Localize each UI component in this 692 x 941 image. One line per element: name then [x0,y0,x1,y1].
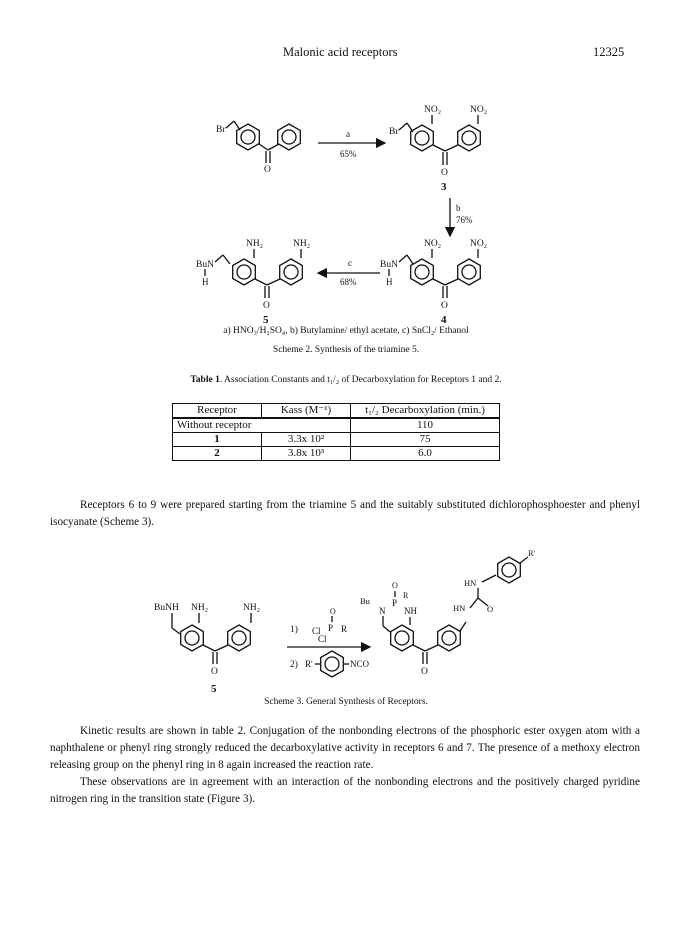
compound-number: 5 [263,314,269,326]
carbonyl-o: O [211,667,218,677]
reactant-benzophenone [216,121,300,175]
running-title: Malonic acid receptors [283,45,398,59]
bun-label: BuN [196,260,214,270]
header-half-life: t₁/₂ Decarboxylation (min.) [351,404,500,419]
nh2-label: NH₂ [243,603,261,613]
r-prime-label: R' [528,548,536,558]
arrow-a-reagent: a [346,129,350,139]
reagent-1-p: P [328,623,334,633]
nh2-label: NH₂ [191,603,209,613]
table-1 [172,403,500,461]
phosphoryl-o: O [392,581,398,590]
paragraph-2: Kinetic results are shown in table 2. Conjugation of the nonbonding electrons of the phosphoric ester oxygen atom with a naphthalene or phenyl ring strongly reduced the decarboxylative activity in receptors 6 and 7. The presence of a methoxy electron releasing group on the phenyl ring in 8 again increased the reaction rate. [50,725,640,771]
carbonyl-o: O [421,667,428,677]
step-2-label: 2) [290,660,298,670]
ring-n: N [379,606,386,616]
compound-5 [196,239,310,326]
reagent-1-cl: Cl [318,634,327,644]
page-number: 12325 [593,45,625,59]
arrow-b-yield: 76% [456,215,473,225]
reagent-1-cl: Cl [312,626,321,636]
arrow-a-yield: 65% [340,149,357,159]
arrow-b-reagent: b [456,203,461,213]
table-label: Table 1 [190,375,220,385]
reagent-1-r: R [341,624,348,634]
nh2-label: NH₂ [293,239,311,249]
carbonyl-o: O [441,168,448,178]
arrow-c-yield: 68% [340,277,357,287]
scheme-2-conditions: a) HNO₃/H₂SO₄, b) Butylamine/ ethyl acetate, c) SnCl₂/ Ethanol [223,326,469,336]
header-kass: Kass (M⁻¹) [262,404,351,419]
carbonyl-o: O [264,165,271,175]
cell-kass: 3.3x 10² [262,433,351,447]
receptor-product [360,548,536,677]
reagent-1-o: O [330,607,336,616]
scheme-3 [0,550,692,700]
no2-label: NO₂ [470,239,488,249]
compound-number: 5 [211,683,217,695]
urea-hn: HN [464,578,477,588]
cell-receptor: 1 [173,433,262,447]
compound-3 [389,105,487,193]
bun-label: BuN [380,260,398,270]
nh2-label: NH₂ [246,239,264,249]
scheme-3-compound-5 [154,603,260,695]
carbonyl-o: O [263,301,270,311]
ring-r: R [403,591,409,600]
scheme-2-caption: Scheme 2. Synthesis of the triamine 5. [272,345,420,355]
no2-label: NO₂ [470,105,488,115]
bunh-label: BuNH [154,603,179,613]
table-row [173,433,500,447]
paragraph-1: Receptors 6 to 9 were prepared starting from the triamine 5 and the suitably substituted dichlorophosphoester and phenyl isocyanate (Scheme 3). [50,499,640,528]
cell-receptor: 2 [173,447,262,461]
table-row [173,447,500,461]
header-receptor: Receptor [173,404,262,419]
no2-label: NO₂ [424,105,442,115]
table-caption-text: . Association Constants and t₁/₂ of Decarboxylation for Receptors 1 and 2. [219,375,502,385]
cell-half-life: 6.0 [351,447,500,461]
h-label: H [386,277,393,287]
br-label: Br [216,125,226,135]
scheme-3-caption: Scheme 3. General Synthesis of Receptors. [264,697,428,707]
cell-half-life: 110 [351,418,500,433]
br-label: Br [389,127,399,137]
cell-receptor: Without receptor [173,418,351,433]
no2-label: NO₂ [424,239,442,249]
urea-hn: HN [453,603,466,613]
paragraph-3: These observations are in agreement with an interaction of the nonbonding electrons and the positively charged pyridine nitrogen ring in the transition state (Figure 3). [50,776,640,805]
arrow-c-reagent: c [348,258,352,268]
cell-kass: 3.8x 10³ [262,447,351,461]
bu-label: Bu [360,596,370,606]
cell-half-life: 75 [351,433,500,447]
scheme-2 [0,90,692,410]
step-1-label: 1) [290,625,298,635]
carbonyl-o: O [441,301,448,311]
table-1-caption [0,375,692,385]
reagent-2-nco: NCO [350,659,370,669]
table-row [173,418,500,433]
urea-o: O [487,604,494,614]
compound-number: 4 [441,314,447,326]
compound-number: 3 [441,181,447,193]
compound-4 [380,239,487,326]
reagent-2-r-prime: R' [305,659,313,669]
ring-p: P [392,598,398,608]
h-label: H [202,277,209,287]
ring-nh: NH [404,606,417,616]
table-header-row [173,404,500,419]
